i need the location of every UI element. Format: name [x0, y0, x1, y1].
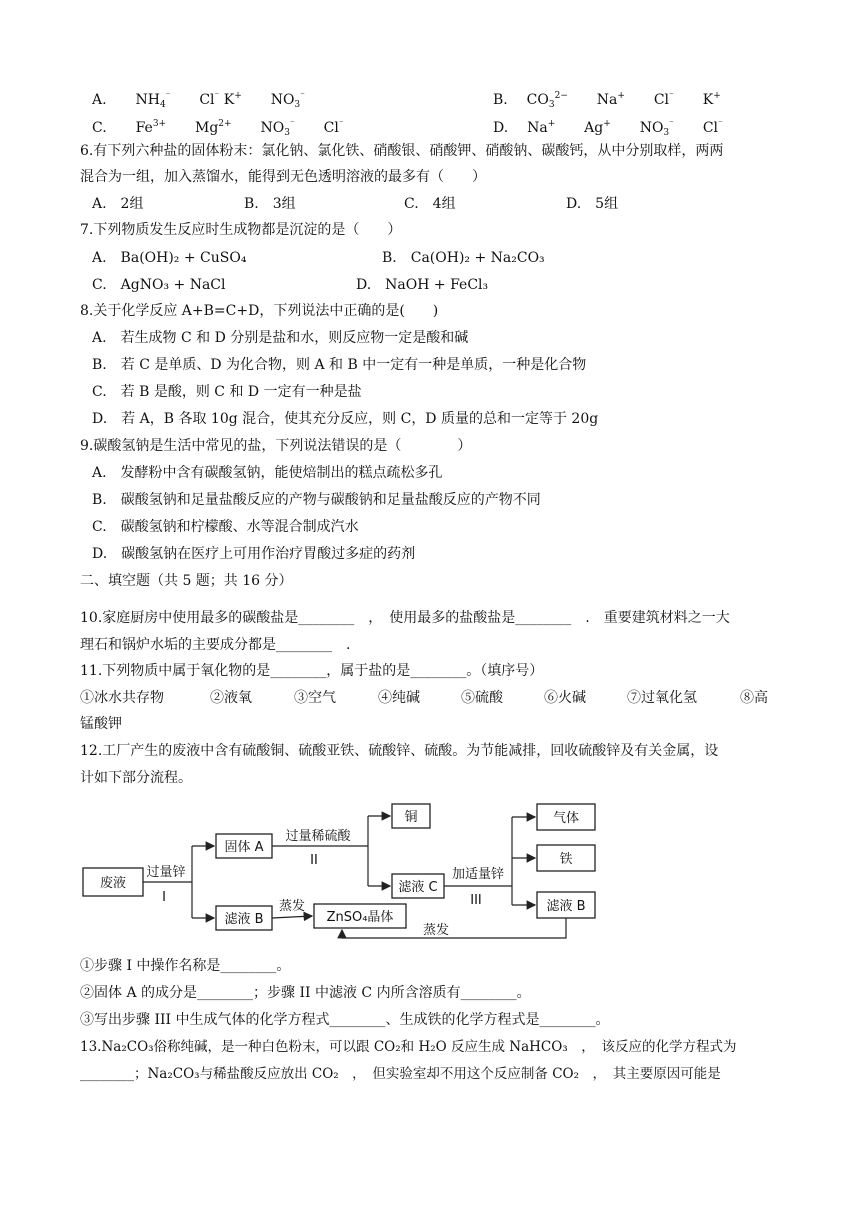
q7-stem: 7.下列物质发生反应时生成物都是沉淀的是（ ）	[80, 222, 402, 238]
q11-line3: 锰酸钾	[80, 716, 122, 732]
q13-line1: 13.Na₂CO₃俗称纯碱，是一种白色粉末，可以跟 CO₂和 H₂O 反应生成 NaHCO₃ ， 该反应的化学方程式为	[80, 1039, 737, 1055]
q11-item-5: ⑤硫酸	[461, 690, 503, 706]
iron-label: 铁	[559, 852, 573, 867]
q8-option-b: B. 若 C 是单质、D 为化合物，则 A 和 B 中一定有一种是单质，一种是化合物	[92, 357, 587, 373]
q7-option-d: D. NaOH + FeCl₃	[356, 277, 489, 293]
option-label: C.	[92, 120, 107, 136]
q6-stem-line1: 6.有下列六种盐的固体粉末：氯化钠、氯化铁、硝酸银、硝酸钾、硝酸钠、碳酸钙，从中分别取样，两两	[80, 143, 724, 159]
q11-item-3: ③空气	[294, 690, 336, 706]
q7-option-c: C. AgNO₃ + NaCl	[92, 277, 226, 293]
process-flow-diagram	[80, 798, 640, 946]
q5-option-b	[493, 86, 721, 115]
q8-option-a: A. 若生成物 C 和 D 分别是盐和水，则反应物一定是酸和碱	[92, 330, 469, 346]
q6-option-a: A. 2组	[92, 196, 144, 212]
excess-acid-label: 过量稀硫酸	[285, 829, 351, 844]
ion: Cl⁻	[653, 91, 674, 108]
ion: $NO_3^{^-}$	[639, 119, 674, 138]
proper-zinc-label: 加适量锌	[451, 867, 505, 882]
option-label: B.	[493, 92, 508, 108]
q8-option-d: D. 若 A，B 各取 10g 混合，使其充分反应，则 C，D 质量的总和一定等于 20g	[92, 411, 599, 427]
copper-label: 铜	[404, 810, 418, 825]
q9-option-a: A. 发酵粉中含有碳酸氢钠，能使焙制出的糕点疏松多孔	[92, 465, 443, 481]
ion: $CO_3^{2-}$	[526, 91, 568, 110]
ion: K+	[702, 91, 721, 108]
q10-line2: 理石和锅炉水垢的主要成分都是________ .	[80, 637, 351, 653]
q12-sub1: ①步骤 I 中操作名称是________。	[80, 958, 291, 974]
step-3-label: III	[470, 893, 482, 908]
q12-line2: 计如下部分流程。	[80, 770, 192, 786]
ion: Cl⁻	[199, 91, 220, 108]
q9-option-b: B. 碳酸氢钠和足量盐酸反应的产物与碳酸钠和足量盐酸反应的产物不同	[92, 492, 541, 508]
step-2-label: II	[310, 853, 318, 868]
q11-item-4: ④纯碱	[378, 690, 420, 706]
q5-option-d	[493, 114, 723, 143]
q11-item-2: ②液氧	[210, 690, 252, 706]
q8-stem: 8.关于化学反应 A+B=C+D，下列说法中正确的是( )	[80, 303, 439, 319]
q7-option-b: B. Ca(OH)₂ + Na₂CO₃	[382, 250, 545, 266]
ion: Cl⁻	[702, 119, 723, 136]
q9-option-c: C. 碳酸氢钠和柠檬酸、水等混合制成汽水	[92, 519, 359, 535]
q12-line1: 12.工厂产生的废液中含有硫酸铜、硫酸亚铁、硫酸锌、硫酸。为节能减排，回收硫酸锌及有关金属，设	[80, 743, 719, 759]
q10-line1: 10.家庭厨房中使用最多的碳酸盐是________ ， 使用最多的盐酸盐是________ . 重要建筑材料之一大	[80, 610, 730, 626]
solid-a-label: 固体 A	[224, 840, 264, 855]
option-label: A.	[92, 92, 107, 108]
section-heading: 二、填空题（共 5 题；共 16 分）	[80, 573, 293, 589]
q11-item-6: ⑥火碱	[544, 690, 586, 706]
q8-option-c: C. 若 B 是酸，则 C 和 D 一定有一种是盐	[92, 384, 362, 400]
ion: $Fe^{3+}$	[135, 119, 167, 136]
q9-option-d: D. 碳酸氢钠在医疗上可用作治疗胃酸过多症的药剂	[92, 546, 416, 562]
q11-item-7: ⑦过氧化氢	[627, 690, 697, 706]
q12-sub2: ②固体 A 的成分是________；步骤 II 中滤液 C 内所含溶质有________。	[80, 985, 531, 1001]
ion: K+	[223, 91, 242, 108]
ion: $NO_3^{^-}$	[270, 91, 305, 110]
q11-item-8: ⑧高	[740, 690, 768, 706]
q6-stem-line2: 混合为一组，加入蒸馏水，能得到无色透明溶液的最多有（ ）	[80, 169, 486, 185]
q11-item-1: ①冰水共存物	[80, 690, 164, 706]
ion: Na+	[527, 119, 556, 136]
filtrate-b-right-label: 滤液 B	[546, 899, 586, 914]
step-1-label: I	[162, 890, 166, 905]
q6-option-c: C. 4组	[404, 196, 456, 212]
q9-stem: 9.碳酸氢钠是生活中常见的盐，下列说法错误的是（ ）	[80, 438, 472, 454]
waste-label: 废液	[99, 876, 127, 891]
q6-option-b: B. 3组	[244, 196, 296, 212]
evaporate-1-label: 蒸发	[278, 899, 306, 914]
filtrate-c-label: 滤液 C	[398, 880, 438, 895]
q6-option-d: D. 5组	[566, 196, 619, 212]
ion: $NO_3^{^-}$	[260, 119, 295, 138]
q13-line2: ________；Na₂CO₃与稀盐酸反应放出 CO₂ ， 但实验室却不用这个反应制备 CO₂ ， 其主要原因可能是	[80, 1066, 721, 1082]
q11-line1: 11.下列物质中属于氧化物的是________，属于盐的是________。（填序号）	[80, 663, 544, 679]
ion: $NH_4^{^-}$	[135, 91, 171, 110]
q5-option-a	[92, 86, 305, 115]
ion: Na+	[596, 91, 625, 108]
option-label: D.	[493, 120, 509, 136]
q7-option-a: A. Ba(OH)₂ + CuSO₄	[92, 250, 247, 266]
gas-label: 气体	[552, 811, 580, 826]
q12-sub3: ③写出步骤 III 中生成气体的化学方程式________、生成铁的化学方程式是________。	[80, 1012, 610, 1028]
ion: Cl⁻	[323, 119, 344, 136]
ion: $Mg^{2+}$	[195, 119, 232, 136]
excess-zinc-label: 过量锌	[146, 865, 186, 880]
znso4-label: ZnSO₄晶体	[326, 910, 394, 925]
filtrate-b-left-label: 滤液 B	[224, 912, 264, 927]
evaporate-2-label: 蒸发	[422, 923, 450, 938]
q5-option-c	[92, 114, 344, 143]
ion: Ag+	[584, 119, 611, 136]
